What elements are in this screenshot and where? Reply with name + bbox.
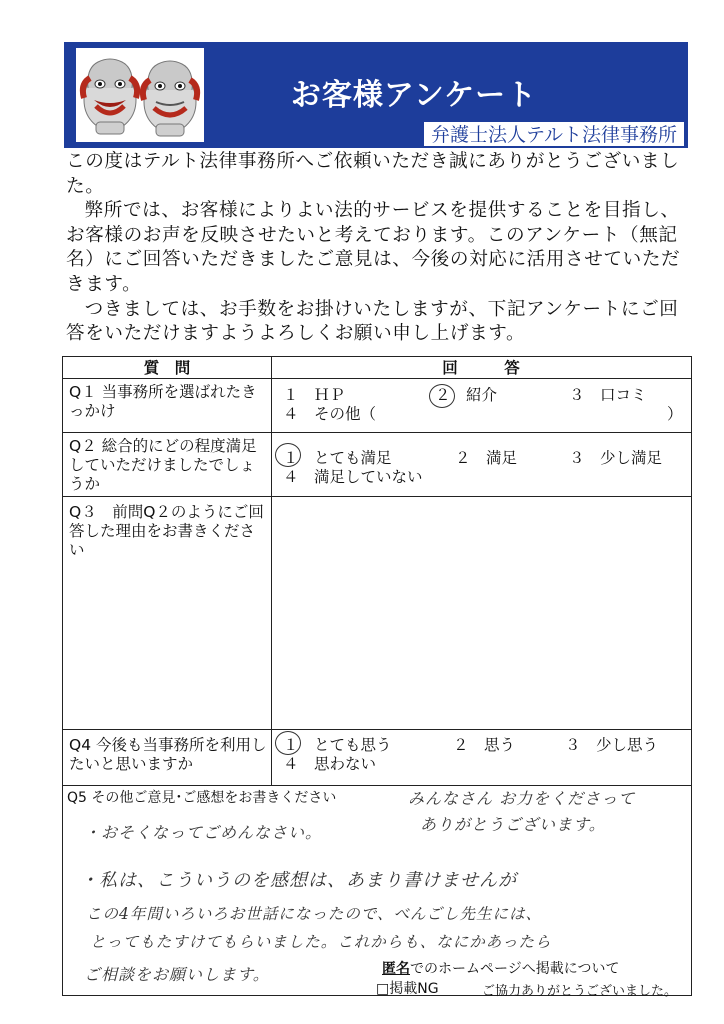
handwritten-line-1: みんなさん お力をくださって xyxy=(408,789,636,808)
survey-title: お客様アンケート xyxy=(290,78,538,113)
q1-option-4-close: ） xyxy=(667,405,683,423)
q3-answer-area[interactable] xyxy=(273,499,689,727)
q1-option-2[interactable]: ２ 紹介 xyxy=(435,386,498,404)
q2-option-1[interactable]: １ とても満足 xyxy=(283,449,392,467)
row-divider xyxy=(63,496,691,497)
handwritten-line-5: この4年間いろいろお世話になったので、べんごし先生には、 xyxy=(86,905,543,923)
row-divider xyxy=(63,729,691,730)
handwritten-line-4: ・私は、こういうのを感想は、あまり書けませんが xyxy=(80,870,517,891)
q4-option-4[interactable]: ４ 思わない xyxy=(283,755,377,773)
publication-notice-text: でのホームページへ掲載について xyxy=(410,961,620,977)
handwritten-line-2: ありがとうございます。 xyxy=(420,815,606,834)
q5-label: Q5 その他ご意見･ご感想をお書きください xyxy=(67,790,337,806)
column-divider xyxy=(271,357,272,785)
handwritten-line-3: ・おそくなってごめんなさい。 xyxy=(84,823,323,842)
q1-label: Q１ 当事務所を選ばれたきっかけ xyxy=(69,383,257,420)
q2-option-2[interactable]: ２ 満足 xyxy=(455,449,518,467)
q4-selected-circle xyxy=(275,731,301,755)
q3-label: Q３ 前問Q２のようにご回答した理由をお書きください xyxy=(69,503,264,559)
q2-selected-circle xyxy=(275,443,301,467)
intro-paragraph-1: この度はテルト法律事務所へご依頼いただき誠にありがとうございました。 xyxy=(66,151,680,197)
q4-label: Q4 今後も当事務所を利用したいと思いますか xyxy=(69,736,267,773)
survey-table xyxy=(62,356,692,996)
q2-label: Q２ 総合的にどの程度満足していただけましたでしょうか xyxy=(69,437,257,493)
anonymous-label: 匿名 xyxy=(382,961,410,977)
q1-option-4[interactable]: ４ その他（ xyxy=(283,405,377,423)
intro-paragraph-3: つきましては、お手数をお掛けいたしますが、下記アンケートにご回答をいただけますようよろしくお願い申し上げます。 xyxy=(66,298,679,345)
q1-option-3[interactable]: ３ 口コミ xyxy=(569,386,647,404)
q2-option-4[interactable]: ４ 満足していない xyxy=(283,468,423,486)
shisa-mascot-image xyxy=(76,48,204,142)
question-column-header: 質 問 xyxy=(143,359,191,377)
publication-notice xyxy=(382,958,619,978)
thanks-text: ご協力ありがとうございました。 xyxy=(482,984,678,999)
row-divider xyxy=(63,432,691,433)
q1-option-1[interactable]: １ ＨＰ xyxy=(283,386,346,404)
q2-option-3[interactable]: ３ 少し満足 xyxy=(569,449,663,467)
q4-option-2[interactable]: ２ 思う xyxy=(453,736,516,754)
intro-text xyxy=(66,150,692,347)
publication-ng-checkbox[interactable]: □掲載NG xyxy=(376,981,439,997)
survey-header xyxy=(64,42,688,148)
firm-name: 弁護士法人テルト法律事務所 xyxy=(424,122,684,146)
shisa-illustration xyxy=(76,48,204,142)
intro-paragraph-2: 弊所では、お客様によりよい法的サービスを提供することを目指し、お客様のお声を反映させたいと考えております。このアンケート（無記名）にご回答いただきましたご意見は、今後の対応に活用させていただきます。 xyxy=(66,200,681,295)
handwritten-line-7: ご相談をお願いします。 xyxy=(84,965,270,984)
row-divider xyxy=(63,378,691,379)
q4-option-3[interactable]: ３ 少し思う xyxy=(565,736,659,754)
answer-column-header: 回 答 xyxy=(442,359,520,377)
q1-selected-circle xyxy=(429,384,455,408)
q4-option-1[interactable]: １ とても思う xyxy=(283,736,392,754)
handwritten-line-6: とってもたすけてもらいました。これからも、なにかあったら xyxy=(90,933,552,951)
